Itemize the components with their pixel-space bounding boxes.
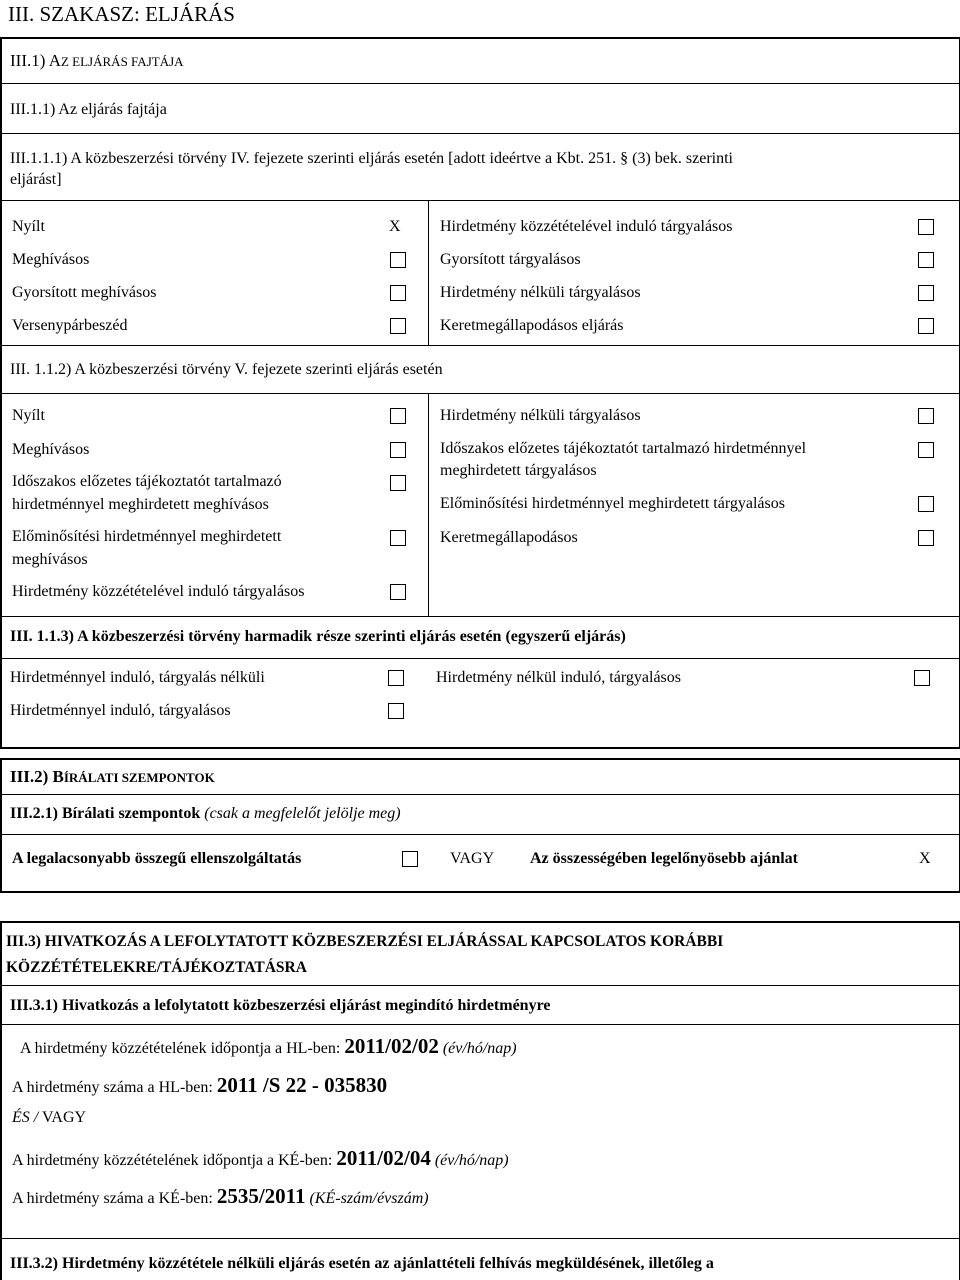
block-border-left (0, 758, 2, 892)
divider (0, 658, 960, 659)
option-checkbox[interactable] (918, 252, 934, 268)
criterion-lowest-price-checkbox[interactable] (402, 851, 418, 867)
criterion-best-value: Az összességében legelőnyösebb ajánlat (530, 850, 798, 867)
option-label: Időszakos előzetes tájékoztatót tartalmazó (12, 473, 282, 490)
block-border-left (0, 921, 2, 1280)
divider (0, 393, 960, 394)
option-checkbox[interactable] (918, 408, 934, 424)
block-border-top (0, 921, 960, 923)
or-label: VAGY (450, 850, 495, 867)
ke-number-row: A hirdetmény száma a KÉ-ben: 2535/2011 (KÉ-szám/évszám) (12, 1184, 429, 1208)
subheading-iii-1-1: III.1.1) Az eljárás fajtája (10, 101, 167, 118)
option-label: meghívásos (12, 551, 88, 568)
column-divider (428, 200, 429, 345)
option-mark-checked[interactable]: X (389, 218, 401, 235)
es-vagy-row: ÉS / VAGY (12, 1109, 87, 1126)
ke-date-row: A hirdetmény közzétételének időpontja a KÉ-ben: 2011/02/04 (év/hó/nap) (12, 1146, 509, 1170)
column-divider (428, 393, 429, 616)
divider (0, 834, 960, 835)
item-iii-1-1-1-line1: III.1.1.1) A közbeszerzési törvény IV. fejezete szerinti eljárás esetén [adott ideértve a Kbt. 251. § (3) bek. szerinti (10, 150, 733, 167)
option-checkbox[interactable] (390, 584, 406, 600)
option-checkbox[interactable] (390, 252, 406, 268)
option-label: hirdetménnyel meghirdetett meghívásos (12, 496, 269, 513)
option-label: Meghívásos (12, 251, 90, 268)
option-checkbox[interactable] (390, 475, 406, 491)
option-label: Nyílt (12, 407, 45, 424)
option-label: Előminősítési hirdetménnyel meghirdetett (12, 528, 282, 545)
option-checkbox[interactable] (388, 670, 404, 686)
option-label: Nyílt (12, 218, 45, 235)
option-checkbox[interactable] (918, 442, 934, 458)
option-label: Hirdetmény nélkül induló, tárgyalásos (436, 669, 681, 686)
option-checkbox[interactable] (918, 530, 934, 546)
heading-iii-2: III.2) BÍRÁLATI SZEMPONTOK (10, 767, 215, 786)
option-label: Meghívásos (12, 441, 90, 458)
criterion-lowest-price: A legalacsonyabb összegű ellenszolgáltatás (12, 850, 302, 867)
section-title: III. SZAKASZ: ELJÁRÁS (8, 2, 235, 26)
option-label: Hirdetmény közzétételével induló tárgyalásos (440, 218, 733, 235)
option-checkbox[interactable] (390, 318, 406, 334)
block-border-top (0, 37, 960, 39)
option-checkbox[interactable] (914, 670, 930, 686)
option-checkbox[interactable] (918, 318, 934, 334)
option-label: Gyorsított meghívásos (12, 284, 157, 301)
heading-iii-1: III.1) AZ ELJÁRÁS FAJTÁJA (10, 51, 184, 70)
item-iii-1-1-1-line2: eljárást] (10, 171, 62, 188)
hl-number-row: A hirdetmény száma a HL-ben: 2011 /S 22 - 035830 (12, 1073, 388, 1097)
divider (0, 985, 960, 986)
option-label: Időszakos előzetes tájékoztatót tartalmazó hirdetménnyel (440, 440, 807, 457)
option-checkbox[interactable] (388, 703, 404, 719)
option-checkbox[interactable] (390, 285, 406, 301)
block-border-top (0, 758, 960, 760)
option-checkbox[interactable] (390, 408, 406, 424)
divider (0, 200, 960, 201)
option-checkbox[interactable] (918, 219, 934, 235)
divider (0, 1238, 960, 1239)
block-border-bottom (0, 891, 960, 893)
option-label: Hirdetménnyel induló, tárgyalás nélküli (10, 669, 265, 686)
divider (0, 1024, 960, 1025)
option-label: Keretmegállapodásos eljárás (440, 317, 624, 334)
item-iii-1-1-3-title: III. 1.1.3) A közbeszerzési törvény harmadik része szerinti eljárás esetén (egyszerű eljárás) (10, 628, 626, 645)
heading-iii-3-line2: KÖZZÉTÉTELEKRE/TÁJÉKOZTATÁSRA (6, 959, 307, 976)
option-label: Előminősítési hirdetménnyel meghirdetett tárgyalásos (440, 495, 785, 512)
option-checkbox[interactable] (390, 530, 406, 546)
option-checkbox[interactable] (390, 442, 406, 458)
heading-iii-3-line1: III.3) HIVATKOZÁS A LEFOLYTATOTT KÖZBESZERZÉSI ELJÁRÁSSAL KAPCSOLATOS KORÁBBI (6, 933, 724, 950)
block-border-bottom (0, 747, 960, 749)
option-label: meghirdetett tárgyalásos (440, 462, 597, 479)
criterion-best-value-mark[interactable]: X (919, 850, 931, 867)
option-label: Hirdetménnyel induló, tárgyalásos (10, 702, 231, 719)
divider (0, 133, 960, 134)
option-label: Gyorsított tárgyalásos (440, 251, 581, 268)
option-checkbox[interactable] (918, 285, 934, 301)
divider (0, 616, 960, 617)
option-checkbox[interactable] (918, 496, 934, 512)
item-iii-1-1-2-title: III. 1.1.2) A közbeszerzési törvény V. fejezete szerinti eljárás esetén (10, 361, 443, 378)
option-label: Hirdetmény nélküli tárgyalásos (440, 284, 641, 301)
hl-date-row: A hirdetmény közzétételének időpontja a HL-ben: 2011/02/02 (év/hó/nap) (20, 1034, 517, 1058)
option-label: Keretmegállapodásos (440, 529, 578, 546)
divider (0, 345, 960, 346)
divider (0, 83, 960, 84)
option-label: Hirdetmény közzétételével induló tárgyalásos (12, 583, 305, 600)
subheading-iii-3-2: III.3.2) Hirdetmény közzététele nélküli eljárás esetén az ajánlattételi felhívás megküldésének, illetőleg a (10, 1255, 714, 1272)
option-label: Versenypárbeszéd (12, 317, 128, 334)
divider (0, 794, 960, 795)
subheading-iii-2-1: III.2.1) Bírálati szempontok (csak a megfelelőt jelölje meg) (10, 805, 401, 822)
subheading-iii-3-1: III.3.1) Hivatkozás a lefolytatott közbeszerzési eljárást megindító hirdetményre (10, 997, 551, 1014)
option-label: Hirdetmény nélküli tárgyalásos (440, 407, 641, 424)
